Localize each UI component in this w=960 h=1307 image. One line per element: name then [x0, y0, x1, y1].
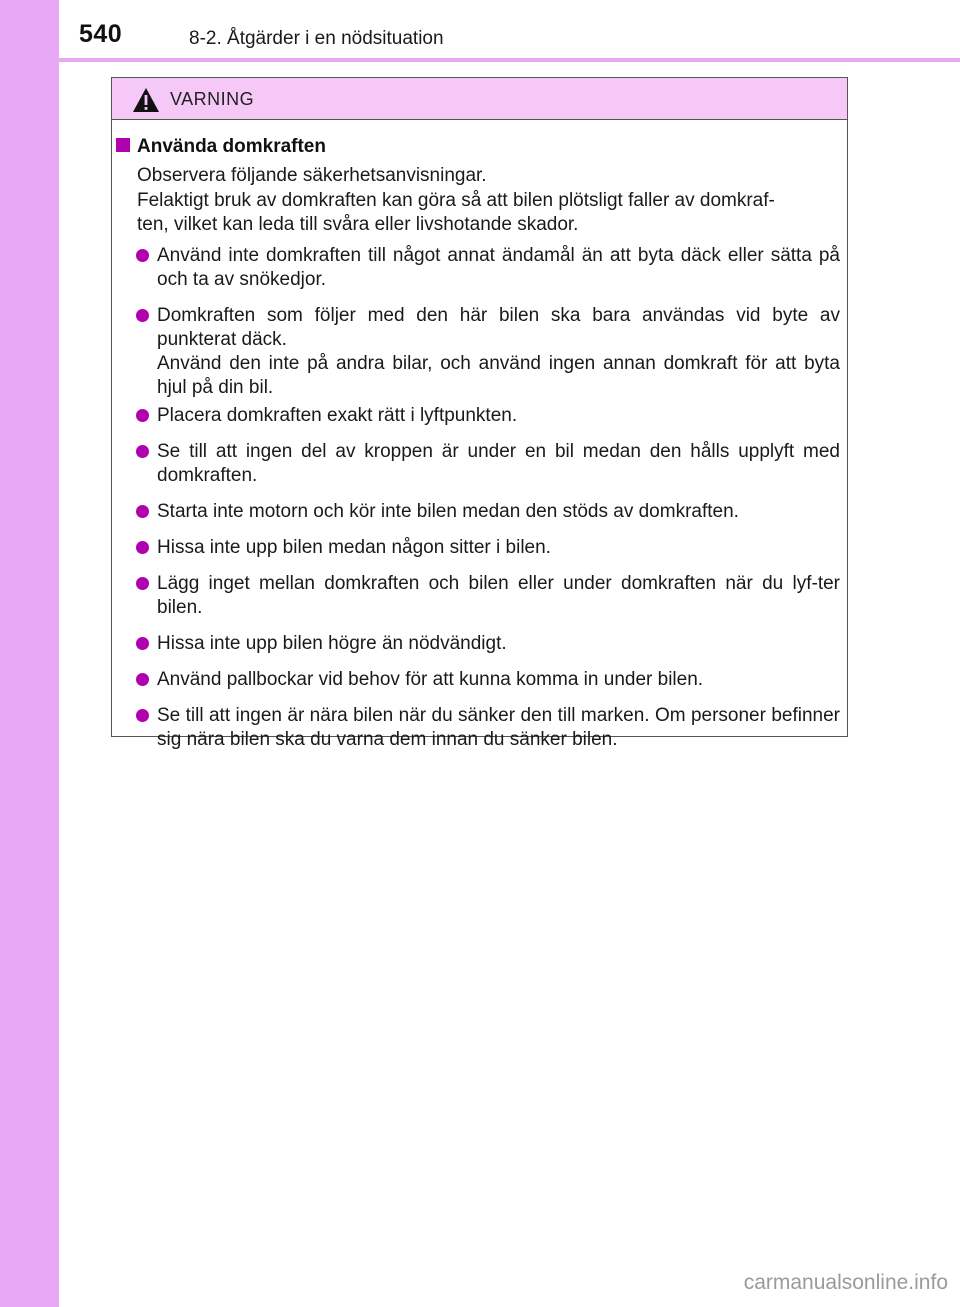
warning-title: VARNING [170, 89, 255, 109]
bullet-icon [136, 577, 149, 590]
list-item [137, 632, 840, 656]
bullet-icon [136, 541, 149, 554]
bullet-icon [136, 637, 149, 650]
section-title: 8-2. Åtgärder i en nödsituation [189, 28, 444, 49]
item-text: Se till att ingen del av kroppen är under en bil medan den hålls upplyft med domkraften. [157, 441, 840, 486]
list-item [137, 244, 840, 292]
item-text: Domkraften som följer med den här bilen ska bara användas vid byte av punkterat däck. [157, 305, 840, 350]
list-item [137, 704, 840, 752]
bullet-icon [136, 409, 149, 422]
intro-text [137, 164, 839, 238]
item-text: Lägg inget mellan domkraften och bilen eller under domkraften när du lyf-ter bilen. [157, 573, 840, 618]
list-item [137, 572, 840, 620]
intro-line: ten, vilket kan leda till svåra eller livshotande skador. [137, 214, 579, 235]
topic-heading [116, 136, 326, 158]
item-text: Se till att ingen är nära bilen när du sänker den till marken. Om personer befinner sig nära bilen ska du varna dem innan du sänker bilen. [157, 705, 840, 750]
list-item [137, 304, 840, 400]
warning-box [111, 77, 848, 750]
list-item [137, 668, 840, 692]
watermark: carmanualsonline.info [743, 1271, 948, 1294]
bullet-icon [136, 505, 149, 518]
list-item [137, 500, 840, 524]
intro-line: Observera följande säkerhetsanvisningar. [137, 165, 487, 186]
sidebar-tab [0, 0, 59, 1307]
list-item [137, 440, 840, 488]
bullet-icon [136, 445, 149, 458]
item-text: Använd pallbockar vid behov för att kunna komma in under bilen. [157, 669, 704, 690]
header-divider [59, 58, 960, 62]
item-text: Starta inte motorn och kör inte bilen medan den stöds av domkraften. [157, 501, 739, 522]
bullet-icon [136, 673, 149, 686]
warning-triangle-icon [132, 87, 160, 113]
list-item [137, 404, 840, 428]
item-text: Placera domkraften exakt rätt i lyftpunkten. [157, 405, 518, 426]
bullet-icon [136, 249, 149, 262]
list-item [137, 536, 840, 560]
intro-line: Felaktigt bruk av domkraften kan göra så att bilen plötsligt faller av domkraf- [137, 189, 775, 211]
item-text: Hissa inte upp bilen medan någon sitter i bilen. [157, 537, 551, 558]
item-text: Använd inte domkraften till något annat ändamål än att byta däck eller sätta på och ta av snökedjor. [157, 245, 840, 290]
warning-header [112, 78, 847, 120]
bullet-icon [136, 709, 149, 722]
item-text: Använd den inte på andra bilar, och använd ingen annan domkraft för att byta hjul på din bil. [157, 353, 840, 398]
bullet-icon [136, 309, 149, 322]
topic-label: Använda domkraften [137, 136, 326, 157]
square-bullet-icon [116, 138, 130, 152]
page-number: 540 [79, 20, 123, 48]
item-text: Hissa inte upp bilen högre än nödvändigt. [157, 633, 507, 654]
